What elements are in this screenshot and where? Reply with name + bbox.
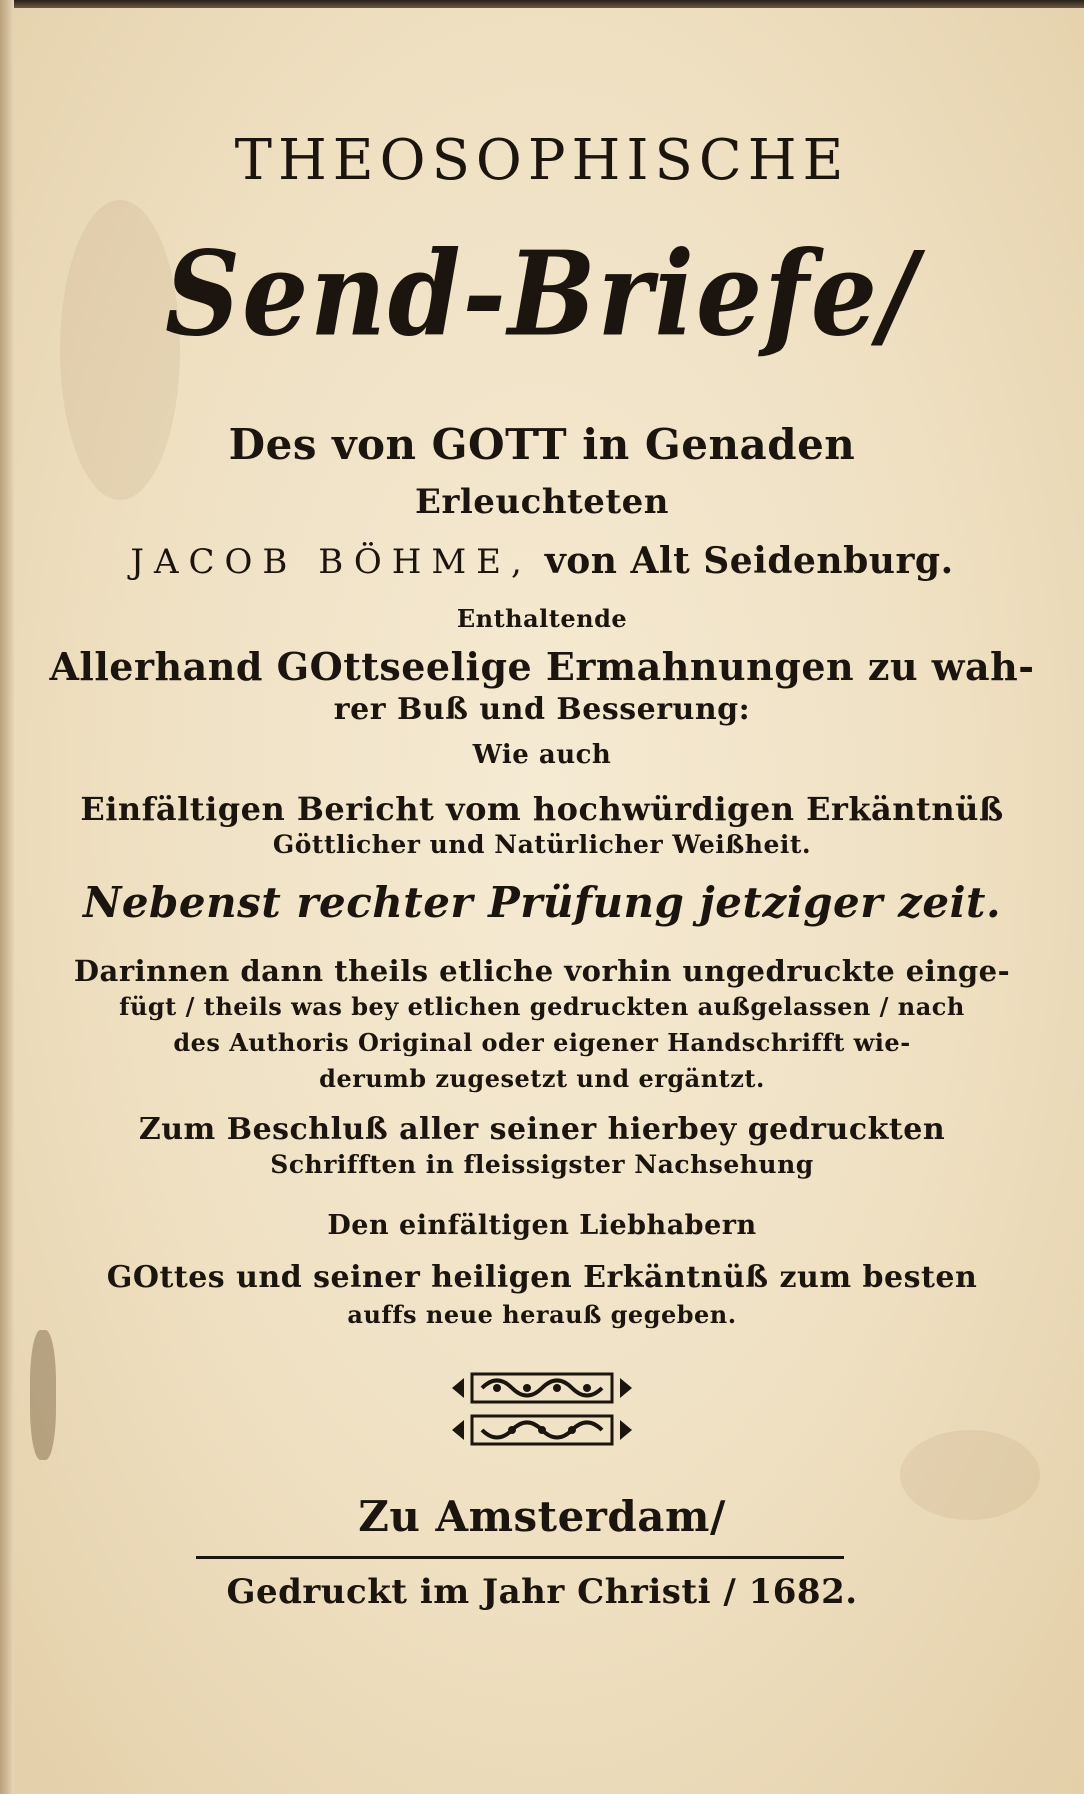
body-line: Allerhand GOttseelige Ermahnungen zu wah- bbox=[49, 644, 1035, 689]
body-line: Den einfältigen Liebhabern bbox=[327, 1210, 757, 1241]
body-line: auffs neue herauß gegeben. bbox=[347, 1300, 737, 1329]
body-line: Einfältigen Bericht vom hochwürdigen Erkäntnüß bbox=[80, 790, 1004, 828]
body-line: Göttlicher und Natürlicher Weißheit. bbox=[272, 830, 812, 859]
body-line-emphasis: Nebenst rechter Prüfung jetziger zeit. bbox=[82, 878, 1002, 927]
title-line-theosophische: THEOSOPHISCHE bbox=[234, 128, 850, 193]
author-name: JACOB BÖHME, bbox=[130, 542, 532, 582]
page-top-edge bbox=[0, 0, 1084, 8]
imprint-place: Zu Amsterdam/ bbox=[358, 1492, 726, 1541]
body-line: Darinnen dann theils etliche vorhin ungedruckte einge- bbox=[73, 954, 1011, 988]
body-line: fügt / theils was bey etlichen gedruckten außgelassen / nach bbox=[119, 992, 965, 1021]
body-line: Schrifften in fleissigster Nachsehung bbox=[270, 1150, 814, 1179]
author-origin: von Alt Seidenburg. bbox=[544, 540, 954, 582]
paper-stain bbox=[30, 1330, 56, 1460]
main-title-send-briefe: Send-Briefe/ bbox=[164, 224, 920, 363]
imprint-rule bbox=[196, 1556, 844, 1559]
body-line: Wie auch bbox=[472, 740, 612, 770]
body-line: Enthaltende bbox=[456, 604, 628, 633]
body-line: GOttes und seiner heiligen Erkäntnüß zum besten bbox=[106, 1260, 978, 1295]
author-line bbox=[0, 540, 1084, 582]
printers-ornament-icon bbox=[442, 1410, 642, 1450]
body-line: derumb zugesetzt und ergäntzt. bbox=[319, 1064, 765, 1093]
subtitle-line: Erleuchteten bbox=[415, 482, 669, 522]
imprint-date: Gedruckt im Jahr Christi / 1682. bbox=[226, 1572, 858, 1612]
body-line: rer Buß und Besserung: bbox=[333, 692, 751, 727]
printers-ornament-icon bbox=[442, 1368, 642, 1408]
body-line: des Authoris Original oder eigener Handschrifft wie- bbox=[173, 1028, 911, 1057]
subtitle-line: Des von GOTT in Genaden bbox=[228, 420, 856, 469]
body-line: Zum Beschluß aller seiner hierbey gedruckten bbox=[138, 1112, 946, 1147]
